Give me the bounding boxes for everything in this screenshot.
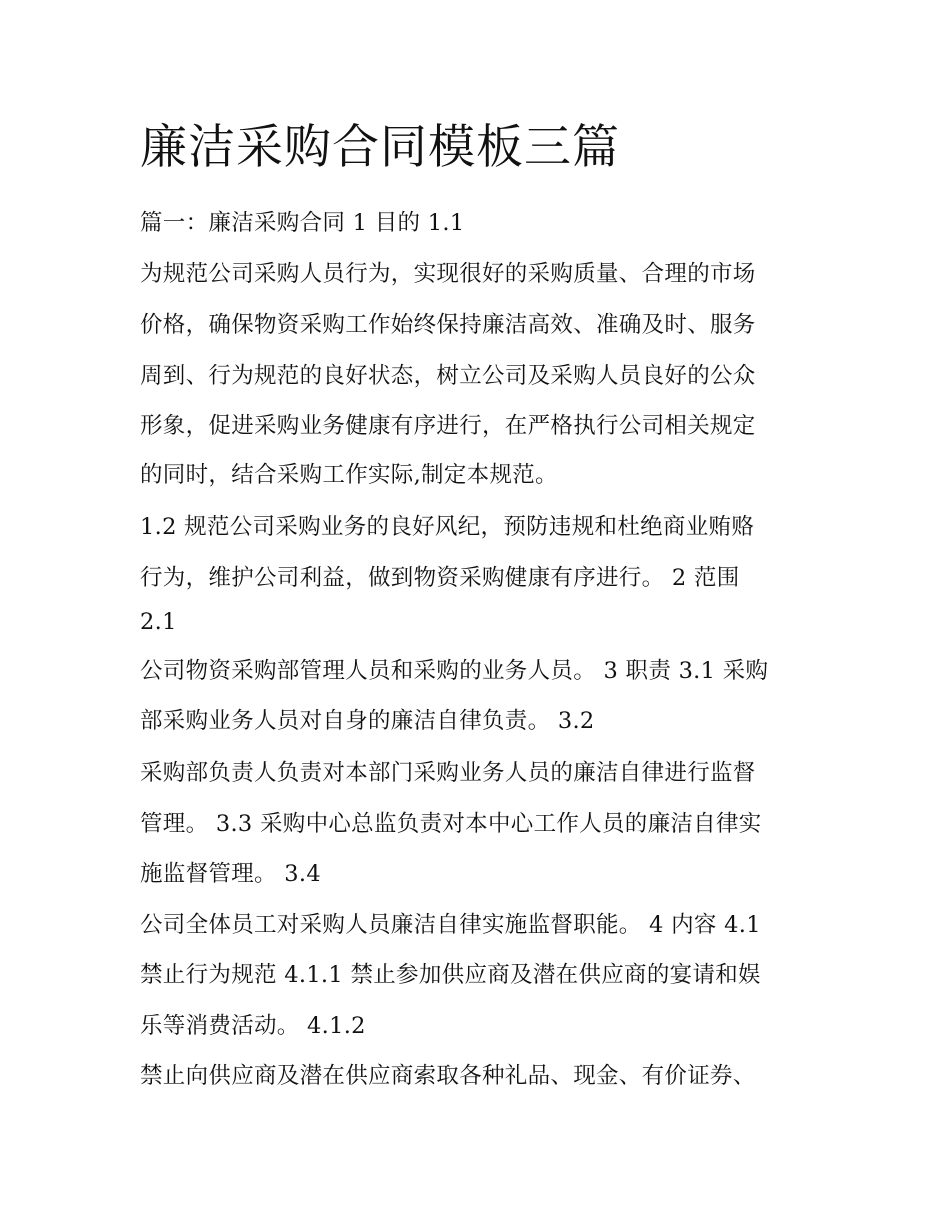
paragraph-line: 行为，维护公司利益，做到物资采购健康有序进行。 2 范围 xyxy=(140,565,740,591)
paragraph-line: 禁止向供应商及潜在供应商索取各种礼品、现金、有价证券、 xyxy=(140,1063,756,1089)
paragraph-line: 价格，确保物资采购工作始终保持廉洁高效、准确及时、服务 xyxy=(140,312,756,338)
paragraph-line: 周到、行为规范的良好状态，树立公司及采购人员良好的公众 xyxy=(140,363,756,389)
paragraph-line: 的同时，结合采购工作实际,制定本规范。 xyxy=(140,462,558,488)
paragraph-line: 公司物资采购部管理人员和采购的业务人员。 3 职责 3.1 采购 xyxy=(140,658,769,684)
paragraph-line: 部采购业务人员对自身的廉洁自律负责。 3.2 xyxy=(140,708,595,734)
paragraph-line: 施监督管理。 3.4 xyxy=(140,861,321,887)
paragraph-line: 公司全体员工对采购人员廉洁自律实施监督职能。 4 内容 4.1 xyxy=(140,912,761,938)
paragraph-line: 采购部负责人负责对本部门采购业务人员的廉洁自律进行监督 xyxy=(140,760,756,786)
document-title: 廉洁采购合同模板三篇 xyxy=(140,120,620,175)
paragraph-line: 乐等消费活动。 4.1.2 xyxy=(140,1013,366,1039)
paragraph-line: 形象，促进采购业务健康有序进行，在严格执行公司相关规定 xyxy=(140,413,756,439)
paragraph-line: 为规范公司采购人员行为，实现很好的采购质量、合理的市场 xyxy=(140,261,756,287)
paragraph-line: 1.2 规范公司采购业务的良好风纪，预防违规和杜绝商业贿赂 xyxy=(140,514,755,540)
paragraph-line: 2.1 xyxy=(140,609,177,635)
paragraph-line: 篇一：廉洁采购合同 1 目的 1.1 xyxy=(140,210,465,236)
paragraph-line: 禁止行为规范 4.1.1 禁止参加供应商及潜在供应商的宴请和娱 xyxy=(140,962,761,988)
paragraph-line: 管理。 3.3 采购中心总监负责对本中心工作人员的廉洁自律实 xyxy=(140,811,762,837)
